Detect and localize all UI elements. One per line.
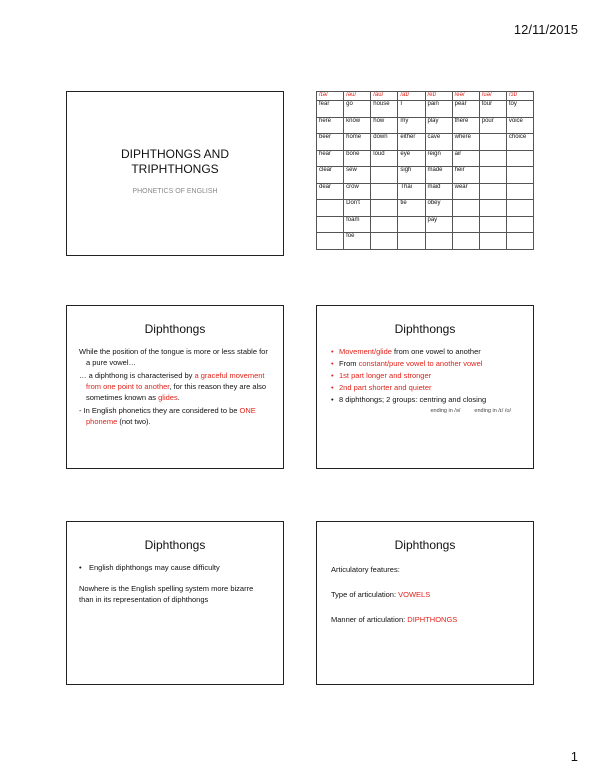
table-cell: air	[452, 150, 479, 167]
title-line-1: DIPHTHONGS AND	[120, 147, 229, 161]
table-cell	[506, 183, 533, 200]
table-cell: toy	[506, 101, 533, 118]
diphthongs-slide-difficulty	[66, 521, 284, 685]
table-cell: clear	[317, 167, 344, 184]
table-cell	[479, 134, 506, 151]
column-header: /ɔɪ/	[506, 92, 533, 101]
table-cell: beer	[317, 134, 344, 151]
table-cell: obey	[425, 200, 452, 217]
table-row	[317, 183, 534, 200]
diphthongs-slide-articulation	[316, 521, 534, 685]
highlight-text: Movement/glide	[339, 347, 392, 356]
list-item	[339, 370, 525, 381]
bullet-list	[317, 346, 533, 405]
table-cell: reign	[425, 150, 452, 167]
table-row	[317, 200, 534, 217]
table-cell: crow	[344, 183, 371, 200]
table-cell	[317, 200, 344, 217]
text: (not two).	[117, 417, 151, 426]
text: From	[339, 359, 359, 368]
table-cell: bone	[344, 150, 371, 167]
table-cell: voice	[506, 117, 533, 134]
highlight-text: 1st part longer and stronger	[339, 371, 432, 380]
highlight-text: glides	[158, 393, 178, 402]
table-cell: either	[398, 134, 425, 151]
title-line-2: TRIPHTHONGS	[131, 162, 219, 176]
table-cell: hear	[317, 150, 344, 167]
paragraph-diphthong-definition	[79, 370, 273, 403]
table-cell	[398, 233, 425, 250]
table-cell	[371, 167, 398, 184]
highlight-text: 2nd part shorter and quieter	[339, 383, 432, 392]
slide-body	[317, 346, 533, 417]
table-row	[317, 233, 534, 250]
list-item	[339, 358, 525, 369]
table-cell: here	[317, 117, 344, 134]
column-header: /əu/	[344, 92, 371, 101]
diphthongs-slide-glide	[316, 305, 534, 469]
table-cell	[506, 216, 533, 233]
type-of-articulation	[331, 589, 523, 600]
table-cell	[425, 233, 452, 250]
list-item	[339, 382, 525, 393]
slide-title: Diphthongs	[394, 322, 456, 336]
table-cell: pay	[425, 216, 452, 233]
table-cell: eye	[398, 150, 425, 167]
table-cell	[371, 183, 398, 200]
column-header: /aɪ/	[398, 92, 425, 101]
table-cell: made	[425, 167, 452, 184]
table-cell: house	[371, 101, 398, 118]
column-header: /eə/	[452, 92, 479, 101]
text: … a diphthong is characterised by	[79, 371, 195, 380]
table-cell	[317, 216, 344, 233]
table-header-row	[317, 92, 534, 101]
table-cell: foe	[344, 233, 371, 250]
table-cell: how	[371, 117, 398, 134]
highlight-text: a graceful movement from one point to another	[86, 371, 265, 391]
manner-of-articulation	[331, 614, 523, 625]
table-cell	[506, 200, 533, 217]
table-cell: go	[344, 101, 371, 118]
list-item	[339, 394, 525, 405]
column-header: /eɪ/	[425, 92, 452, 101]
table-cell	[479, 183, 506, 200]
table-row	[317, 101, 534, 118]
slide-title: Diphthongs	[144, 538, 206, 552]
column-header: /au/	[371, 92, 398, 101]
title-slide	[66, 91, 284, 256]
table-cell: down	[371, 134, 398, 151]
list-item	[339, 346, 525, 357]
table-cell: heir	[452, 167, 479, 184]
table-row	[317, 167, 534, 184]
table-cell	[479, 167, 506, 184]
paragraph-phoneme	[79, 405, 273, 427]
table-cell: there	[452, 117, 479, 134]
table-cell: Thai	[398, 183, 425, 200]
note-closing: ending in /ɪ/ /ʊ/	[474, 408, 511, 414]
table-cell: loud	[371, 150, 398, 167]
table-cell: pain	[425, 101, 452, 118]
table-cell	[506, 233, 533, 250]
table-cell: sigh	[398, 167, 425, 184]
table-cell	[506, 167, 533, 184]
list-item: • English diphthongs may cause difficulty	[79, 562, 269, 573]
articulatory-features-label: Articulatory features:	[331, 565, 400, 574]
paragraph-spelling: Nowhere is the English spelling system more bizarre than in its representation of diphthongs	[79, 584, 254, 604]
vowel-table-slide	[316, 91, 534, 255]
slide-body	[67, 346, 283, 427]
slide-title	[67, 147, 283, 177]
table-cell: tour	[479, 101, 506, 118]
table-cell	[479, 216, 506, 233]
paragraph-pure-vowel: While the position of the tongue is more or less stable for a pure vowel…	[79, 347, 268, 367]
text: Manner of articulation:	[331, 615, 408, 624]
text: from one vowel to another	[391, 347, 481, 356]
table-cell: play	[425, 117, 452, 134]
table-cell: sew	[344, 167, 371, 184]
table-cell: wear	[452, 183, 479, 200]
highlight-text: ONE phoneme	[86, 406, 256, 426]
highlight-text: constant/pure vowel to another vowel	[358, 359, 483, 368]
table-cell	[371, 233, 398, 250]
slide-body	[67, 562, 283, 605]
table-cell	[317, 233, 344, 250]
table-cell: know	[344, 117, 371, 134]
table-cell	[398, 216, 425, 233]
vowel-table	[316, 91, 534, 250]
table-cell	[479, 233, 506, 250]
table-cell: home	[344, 134, 371, 151]
slide-title: Diphthongs	[144, 322, 206, 336]
slide-body	[317, 564, 533, 625]
table-cell	[479, 150, 506, 167]
table-cell: choice	[506, 134, 533, 151]
table-row	[317, 150, 534, 167]
slide-title: Diphthongs	[394, 538, 456, 552]
table-row	[317, 216, 534, 233]
table-cell	[479, 200, 506, 217]
diphthongs-slide-definition	[66, 305, 284, 469]
table-cell: I	[398, 101, 425, 118]
table-cell: maid	[425, 183, 452, 200]
table-cell: foam	[344, 216, 371, 233]
table-cell: dear	[317, 183, 344, 200]
note-centring: ending in /ə/	[430, 408, 461, 414]
page-number: 1	[570, 749, 578, 764]
table-cell	[452, 200, 479, 217]
slide-subtitle: PHONETICS OF ENGLISH	[132, 188, 218, 195]
table-cell: Don't	[344, 200, 371, 217]
text: 8 diphthongs; 2 groups: centring and closing	[339, 395, 487, 404]
table-cell: tie	[398, 200, 425, 217]
table-row	[317, 134, 534, 151]
text: , for this reason they are also sometimes known as	[86, 382, 267, 402]
highlight-text: DIPHTHONGS	[407, 615, 458, 624]
table-cell: where	[452, 134, 479, 151]
table-cell	[506, 150, 533, 167]
table-cell: pear	[452, 101, 479, 118]
text: Type of articulation:	[331, 590, 399, 599]
table-cell	[452, 216, 479, 233]
table-cell	[452, 233, 479, 250]
text: - In English phonetics they are considered to be	[79, 406, 240, 415]
table-cell: fear	[317, 101, 344, 118]
column-header: /ɪə/	[317, 92, 344, 101]
handwritten-notes	[317, 406, 533, 417]
highlight-text: VOWELS	[398, 590, 431, 599]
page-date: 12/11/2015	[513, 22, 578, 37]
table-cell: cave	[425, 134, 452, 151]
table-row	[317, 117, 534, 134]
table-cell	[371, 216, 398, 233]
column-header: /uə/	[479, 92, 506, 101]
table-cell: pour	[479, 117, 506, 134]
table-cell	[371, 200, 398, 217]
table-cell: my	[398, 117, 425, 134]
text: .	[177, 393, 180, 402]
